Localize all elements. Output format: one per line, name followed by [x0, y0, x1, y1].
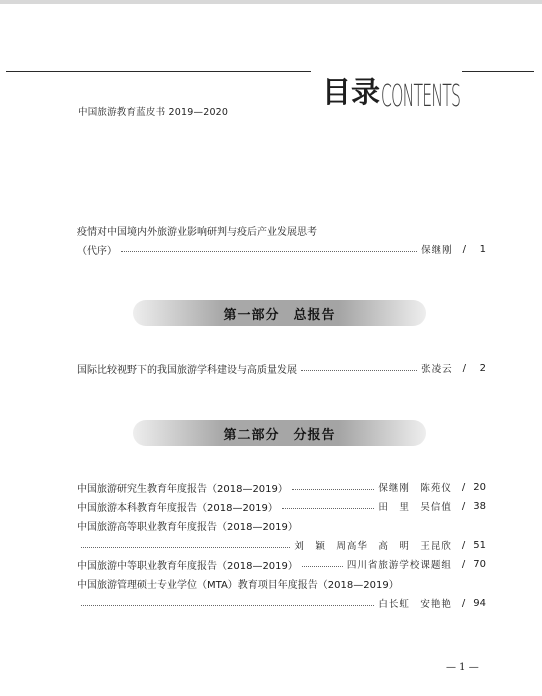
entry-separator: / — [461, 558, 466, 570]
leader-dots — [282, 508, 374, 509]
entry-author: 保继刚 陈苑仪 — [378, 483, 452, 494]
entry-lead: （代序） — [77, 245, 117, 257]
section-heading-text: 第一部分 总报告 — [223, 307, 336, 323]
entry-title-line: 中国旅游管理硕士专业学位（MTA）教育项目年度报告（2018—2019） — [77, 580, 399, 591]
entry-separator: / — [461, 597, 466, 609]
entry-title-line: 中国旅游高等职业教育年度报告（2018—2019） — [77, 522, 298, 533]
toc-heading-en: CONTENTS — [381, 79, 461, 114]
entry-separator: / — [462, 243, 466, 255]
toc-entry[interactable] — [77, 557, 486, 571]
toc-entry[interactable] — [77, 596, 486, 610]
leader-dots — [302, 566, 343, 567]
entry-page: 2 — [479, 362, 486, 374]
leader-dots — [81, 605, 374, 606]
entry-separator: / — [461, 539, 466, 551]
header-rule-right — [462, 71, 534, 72]
entry-author: 刘 颖 周高华 高 明 王昆欣 — [294, 541, 452, 552]
header-rule-left — [6, 71, 311, 72]
entry-page: 1 — [479, 243, 486, 255]
entry-author: 田 里 吴信值 — [378, 502, 452, 513]
entry-author: 四川省旅游学校课题组 — [346, 560, 452, 571]
entry-lead: 国际比较视野下的我国旅游学科建设与高质量发展 — [77, 364, 297, 376]
toc-heading-zh: 目录 — [322, 75, 381, 109]
book-title: 中国旅游教育蓝皮书 2019—2020 — [78, 107, 229, 118]
toc-entry[interactable] — [77, 361, 486, 375]
entry-author: 白长虹 安艳艳 — [378, 599, 452, 610]
entry-page: 38 — [473, 500, 486, 512]
entry-separator: / — [462, 362, 466, 374]
entry-page: 51 — [473, 539, 486, 551]
leader-dots — [292, 489, 374, 490]
toc-entry[interactable] — [77, 480, 486, 494]
page-number: — 1 — — [446, 662, 479, 673]
entry-author: 保继刚 — [421, 245, 453, 256]
leader-dots — [121, 251, 417, 252]
toc-entry[interactable] — [77, 499, 486, 513]
entry-lead: 中国旅游本科教育年度报告（2018—2019） — [77, 502, 278, 514]
entry-separator: / — [461, 500, 466, 512]
preface-entry[interactable] — [77, 242, 486, 256]
entry-lead: 中国旅游研究生教育年度报告（2018—2019） — [77, 483, 288, 495]
preface-title: 疫情对中国境内外旅游业影响研判与疫后产业发展思考 — [77, 227, 317, 238]
entry-lead: 中国旅游中等职业教育年度报告（2018—2019） — [77, 560, 298, 572]
section-heading-part-one — [133, 300, 426, 326]
section-heading-part-two — [133, 420, 426, 446]
entry-page: 20 — [473, 481, 486, 493]
toc-entry[interactable] — [77, 538, 486, 552]
section-heading-text: 第二部分 分报告 — [223, 427, 336, 443]
top-rule — [0, 0, 542, 4]
leader-dots — [81, 547, 290, 548]
entry-author: 张凌云 — [421, 364, 453, 375]
leader-dots — [301, 370, 417, 371]
entry-page: 94 — [473, 597, 486, 609]
entry-page: 70 — [473, 558, 486, 570]
entry-separator: / — [461, 481, 466, 493]
